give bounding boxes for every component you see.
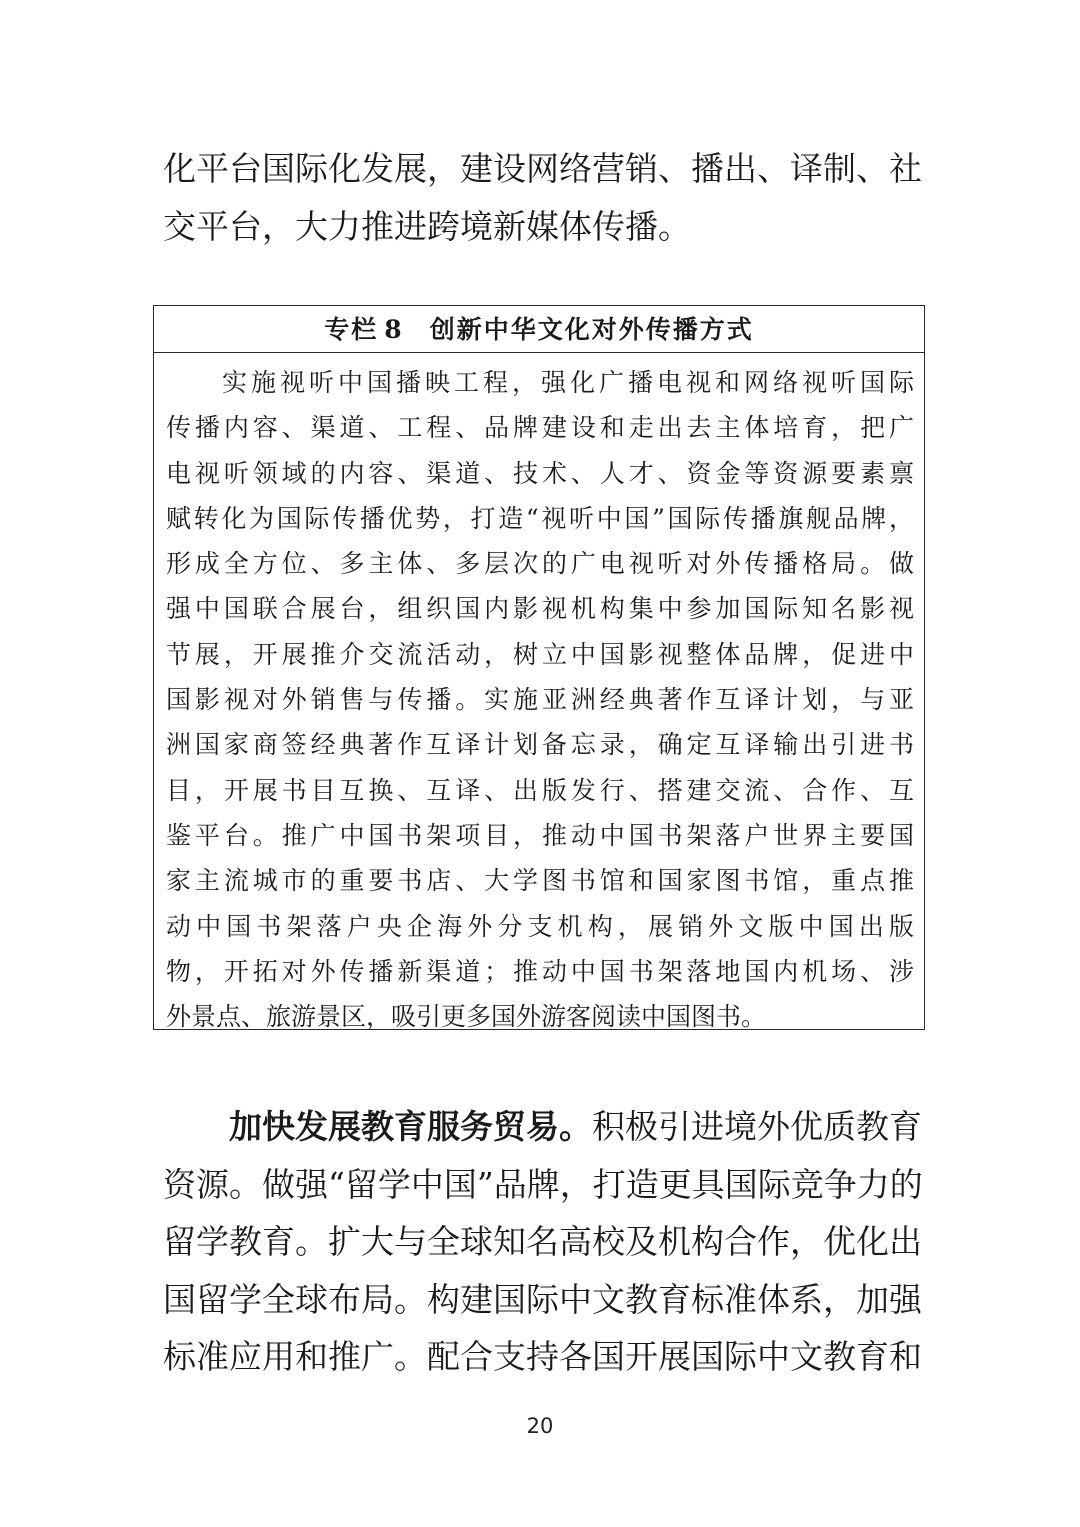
paragraph-line: 留学教育。扩大与全球知名高校及机构合作，优化出 <box>163 1222 922 1262</box>
feature-box-title <box>154 306 924 353</box>
bold-lead: 加快发展教育服务贸易。 <box>229 1107 592 1146</box>
box-line: 国影视对外销售与传播。实施亚洲经典著作互译计划，与亚 <box>166 685 914 715</box>
bottom-paragraph <box>163 1098 923 1386</box>
box-line: 实施视听中国播映工程，强化广播电视和网络视听国际 <box>222 368 914 397</box>
box-line: 洲国家商签经典著作互译计划备忘录，确定互译输出引进书 <box>166 730 914 760</box>
box-line: 鉴平台。推广中国书架项目，推动中国书架落户世界主要国 <box>166 820 914 850</box>
box-line: 物，开拓对外传播新渠道；推动中国书架落地国内机场、涉 <box>166 956 914 986</box>
feature-box-body <box>166 360 914 1039</box>
first-line-rest: 积极引进境外优质教育 <box>592 1107 922 1146</box>
paragraph-line: 国留学全球布局。构建国际中文教育标准体系，加强 <box>163 1279 922 1319</box>
box-line: 节展，开展推介交流活动，树立中国影视整体品牌，促进中 <box>166 639 914 669</box>
box-line: 目，开展书目互换、互译、出版发行、搭建交流、合作、互 <box>166 775 914 805</box>
paragraph-line: 资源。做强“留学中国”品牌，打造更具国际竞争力的 <box>163 1164 923 1204</box>
page-number: 20 <box>526 1414 554 1438</box>
box-line: 强中国联合展台，组织国内影视机构集中参加国际知名影视 <box>166 594 914 624</box>
paragraph-line <box>163 1098 922 1156</box>
box-line: 家主流城市的重要书店、大学图书馆和国家图书馆，重点推 <box>166 866 914 896</box>
box-line: 传播内容、渠道、工程、品牌建设和走出去主体培育，把广 <box>166 413 914 443</box>
column-label: 专栏 <box>324 315 379 344</box>
paragraph-line: 标准应用和推广。配合支持各国开展国际中文教育和 <box>163 1337 922 1377</box>
feature-box <box>153 305 925 1030</box>
column-title: 创新中华文化对外传播方式 <box>429 315 754 344</box>
box-line: 动中国书架落户央企海外分支机构，展销外文版中国出版 <box>166 911 914 941</box>
paragraph-line: 化平台国际化发展，建设网络营销、播出、译制、社 <box>163 149 922 188</box>
box-line: 电视听领域的内容、渠道、技术、人才、资金等资源要素禀 <box>166 458 914 488</box>
box-line: 形成全方位、多主体、多层次的广电视听对外传播格局。做 <box>166 549 914 579</box>
top-paragraph <box>163 140 922 256</box>
column-number: 8 <box>384 315 404 344</box>
paragraph-line: 交平台，大力推进跨境新媒体传播。 <box>163 207 691 246</box>
box-line: 外景点、旅游景区，吸引更多国外游客阅读中国图书。 <box>166 1002 767 1032</box>
box-line: 赋转化为国际传播优势，打造“视听中国”国际传播旗舰品牌， <box>166 503 914 533</box>
